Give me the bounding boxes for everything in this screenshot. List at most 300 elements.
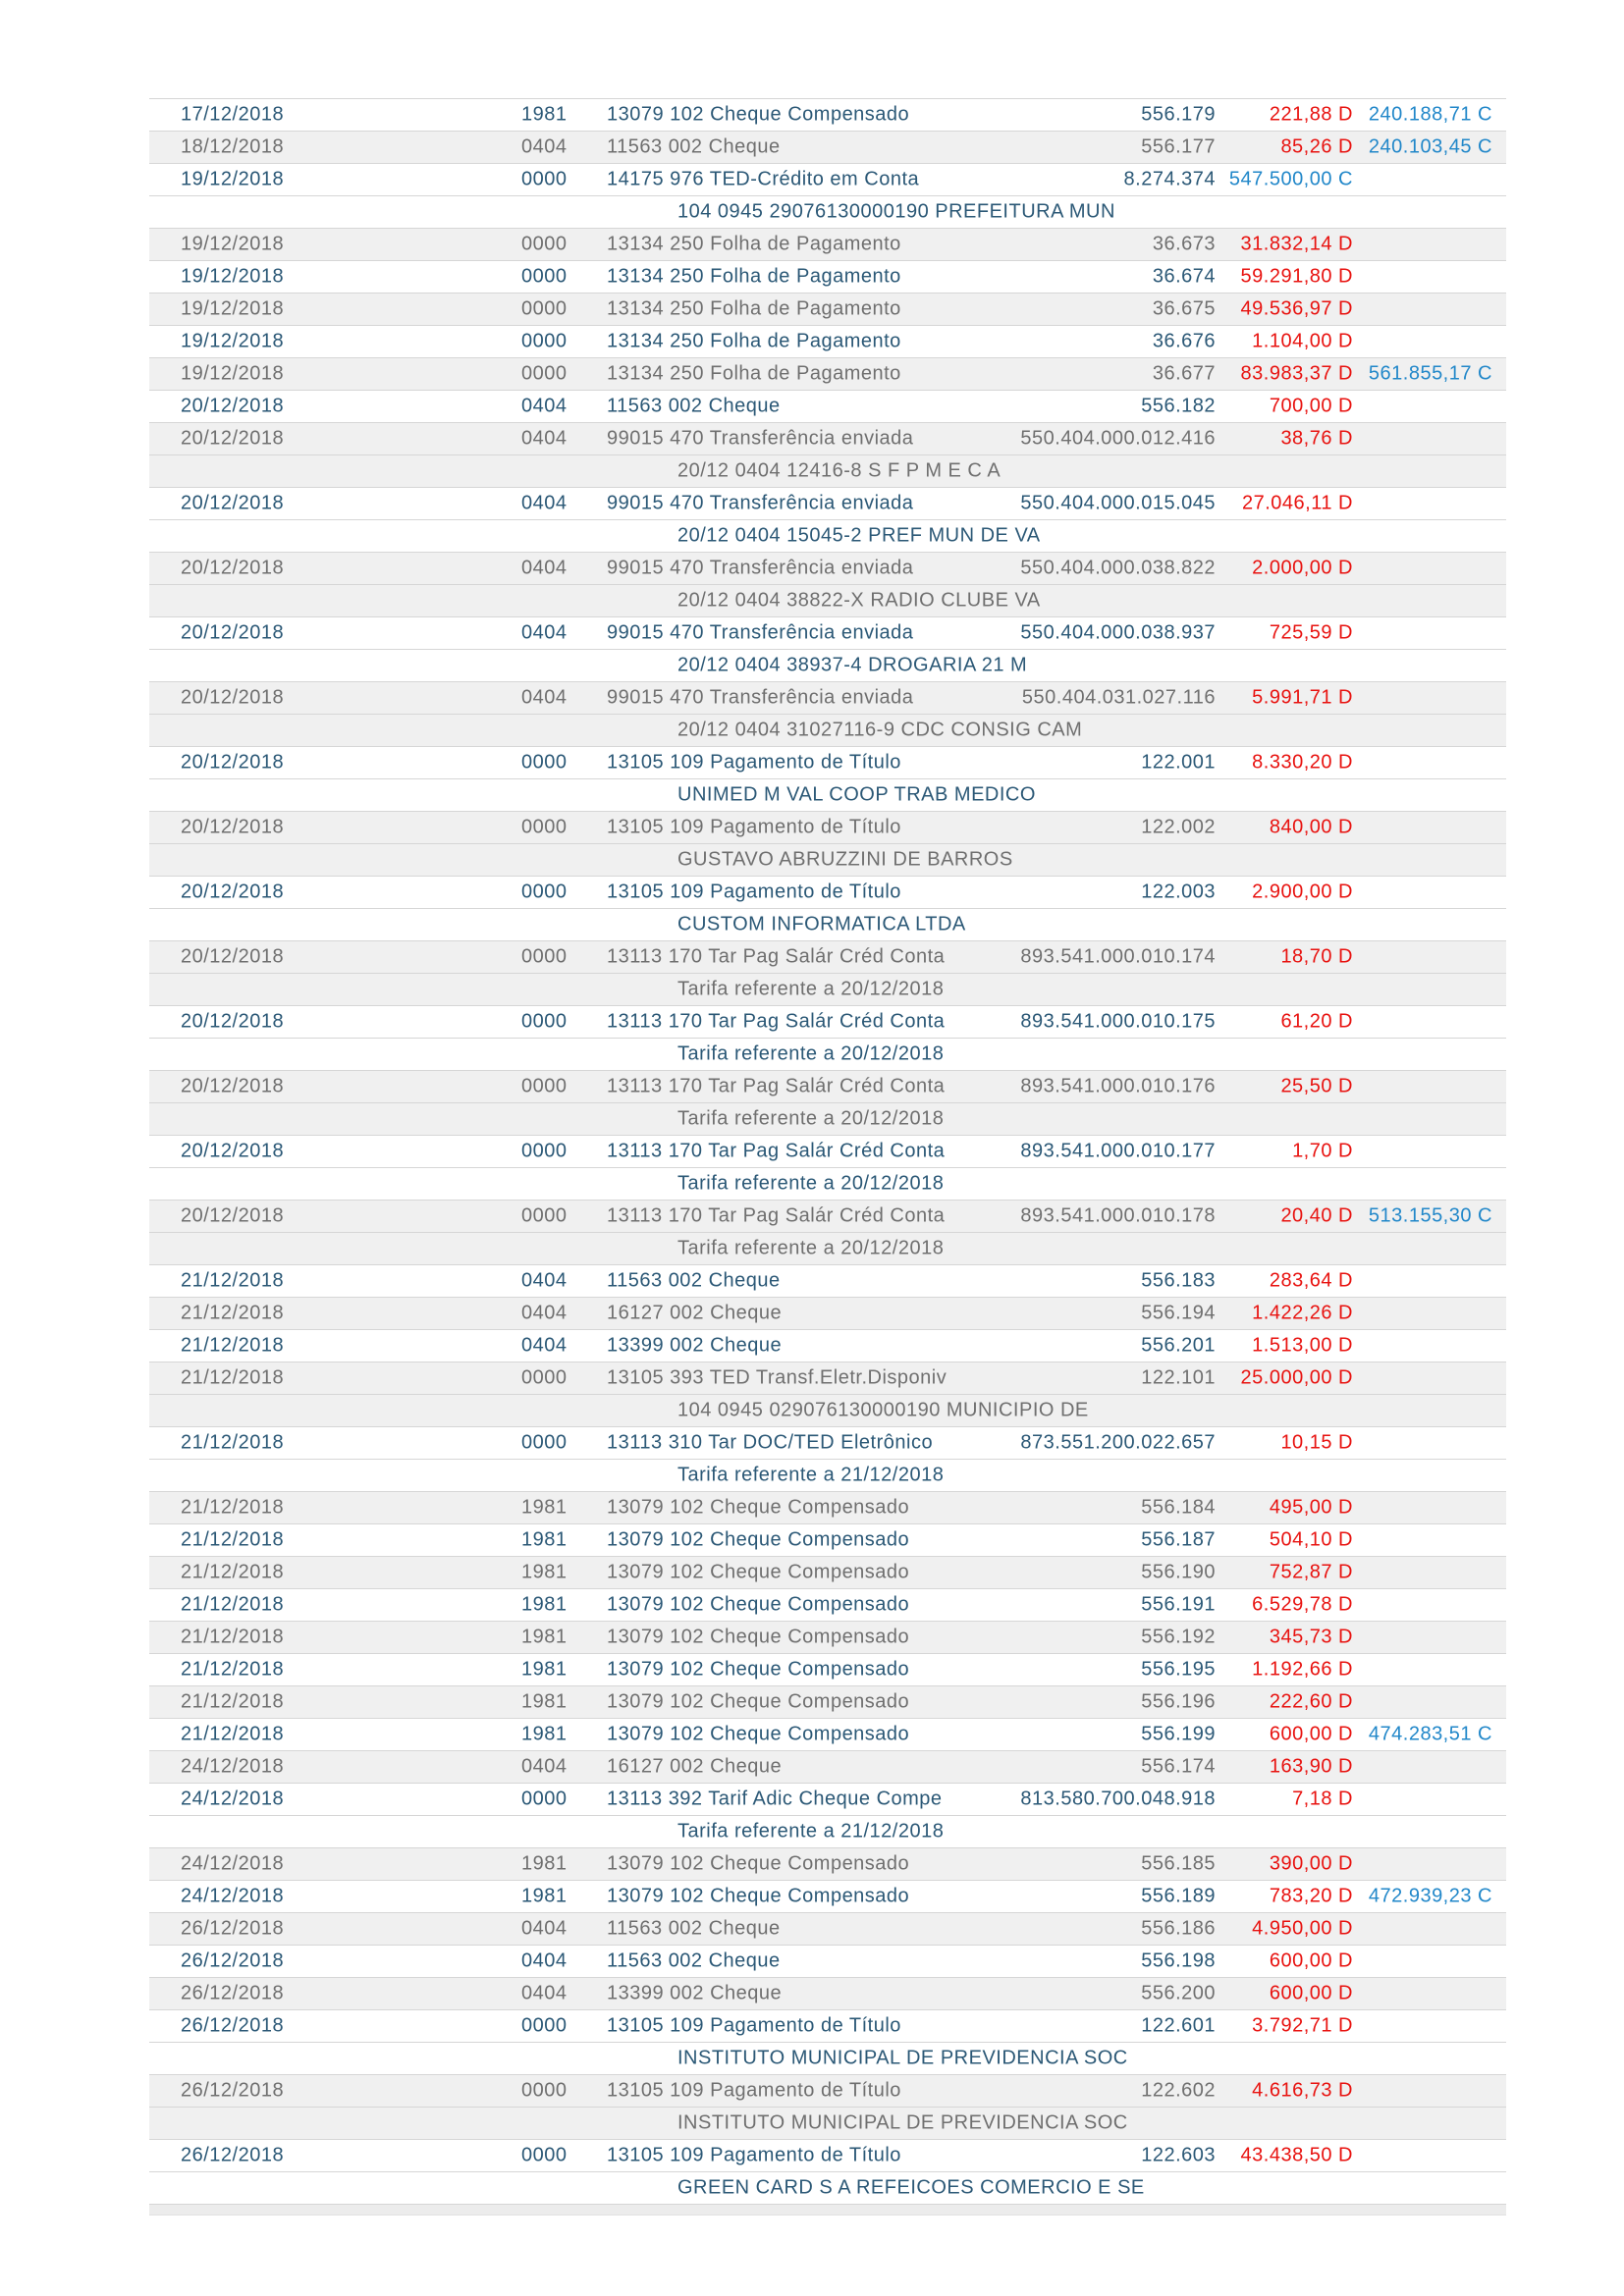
statement-row bbox=[149, 1136, 1506, 1168]
balance-cell: 472.939,23 C bbox=[1368, 1885, 1492, 1907]
statement-row bbox=[149, 1719, 1506, 1751]
amount-cell: 5.991,71 D bbox=[1252, 686, 1353, 709]
history-cell: 13105 109 Pagamento de Título bbox=[607, 881, 901, 903]
branch-cell: 0000 bbox=[521, 816, 568, 838]
statement-row bbox=[149, 391, 1506, 423]
date-cell: 20/12/2018 bbox=[181, 751, 285, 774]
history-cell: 13134 250 Folha de Pagamento bbox=[607, 233, 901, 255]
date-cell: 24/12/2018 bbox=[181, 1788, 285, 1810]
detail-cell: Tarifa referente a 20/12/2018 bbox=[677, 1237, 945, 1259]
branch-cell: 1981 bbox=[521, 1593, 568, 1616]
amount-cell: 43.438,50 D bbox=[1240, 2144, 1353, 2166]
branch-cell: 0000 bbox=[521, 1140, 568, 1162]
document-cell: 556.192 bbox=[1141, 1626, 1216, 1648]
date-cell: 20/12/2018 bbox=[181, 395, 285, 417]
statement-row bbox=[149, 1654, 1506, 1686]
date-cell: 21/12/2018 bbox=[181, 1334, 285, 1357]
amount-cell: 6.529,78 D bbox=[1252, 1593, 1353, 1616]
document-cell: 8.274.374 bbox=[1123, 168, 1216, 190]
document-cell: 122.603 bbox=[1141, 2144, 1216, 2166]
statement-row bbox=[149, 423, 1506, 455]
date-cell: 26/12/2018 bbox=[181, 2144, 285, 2166]
statement-detail-row bbox=[149, 1816, 1506, 1848]
date-cell: 24/12/2018 bbox=[181, 1852, 285, 1875]
amount-cell: 1.513,00 D bbox=[1252, 1334, 1353, 1357]
branch-cell: 0000 bbox=[521, 330, 568, 352]
detail-cell: UNIMED M VAL COOP TRAB MEDICO bbox=[677, 783, 1036, 806]
detail-cell: Tarifa referente a 21/12/2018 bbox=[677, 1820, 945, 1842]
amount-cell: 2.900,00 D bbox=[1252, 881, 1353, 903]
amount-cell: 31.832,14 D bbox=[1240, 233, 1353, 255]
amount-cell: 25.000,00 D bbox=[1240, 1366, 1353, 1389]
detail-cell: 104 0945 29076130000190 PREFEITURA MUN bbox=[677, 200, 1115, 223]
history-cell: 13105 109 Pagamento de Título bbox=[607, 2144, 901, 2166]
branch-cell: 0000 bbox=[521, 168, 568, 190]
document-cell: 122.101 bbox=[1141, 1366, 1216, 1389]
date-cell: 19/12/2018 bbox=[181, 168, 285, 190]
branch-cell: 0404 bbox=[521, 1334, 568, 1357]
document-cell: 550.404.000.012.416 bbox=[1020, 427, 1216, 450]
statement-row bbox=[149, 747, 1506, 779]
document-cell: 893.541.000.010.175 bbox=[1020, 1010, 1216, 1033]
history-cell: 11563 002 Cheque bbox=[607, 1269, 781, 1292]
branch-cell: 0404 bbox=[521, 1302, 568, 1324]
statement-row bbox=[149, 1265, 1506, 1298]
branch-cell: 0000 bbox=[521, 2079, 568, 2102]
document-cell: 122.001 bbox=[1141, 751, 1216, 774]
history-cell: 16127 002 Cheque bbox=[607, 1755, 783, 1778]
document-cell: 893.541.000.010.178 bbox=[1020, 1204, 1216, 1227]
document-cell: 122.002 bbox=[1141, 816, 1216, 838]
document-cell: 893.541.000.010.176 bbox=[1020, 1075, 1216, 1097]
date-cell: 21/12/2018 bbox=[181, 1690, 285, 1713]
date-cell: 20/12/2018 bbox=[181, 1204, 285, 1227]
statement-detail-row bbox=[149, 650, 1506, 682]
document-cell: 556.200 bbox=[1141, 1982, 1216, 2004]
statement-row bbox=[149, 294, 1506, 326]
date-cell: 21/12/2018 bbox=[181, 1431, 285, 1454]
history-cell: 13079 102 Cheque Compensado bbox=[607, 1690, 910, 1713]
history-cell: 13134 250 Folha de Pagamento bbox=[607, 265, 901, 288]
amount-cell: 38,76 D bbox=[1280, 427, 1353, 450]
date-cell: 20/12/2018 bbox=[181, 427, 285, 450]
amount-cell: 49.536,97 D bbox=[1240, 297, 1353, 320]
detail-cell: GREEN CARD S A REFEICOES COMERCIO E SE bbox=[677, 2176, 1145, 2199]
branch-cell: 0000 bbox=[521, 1075, 568, 1097]
statement-row bbox=[149, 1071, 1506, 1103]
statement-detail-row bbox=[149, 1039, 1506, 1071]
branch-cell: 1981 bbox=[521, 1690, 568, 1713]
amount-cell: 547.500,00 C bbox=[1228, 168, 1353, 190]
statement-detail-row bbox=[149, 1460, 1506, 1492]
document-cell: 556.185 bbox=[1141, 1852, 1216, 1875]
statement-detail-row bbox=[149, 196, 1506, 229]
branch-cell: 0000 bbox=[521, 1204, 568, 1227]
amount-cell: 725,59 D bbox=[1269, 621, 1353, 644]
statement-row bbox=[149, 1913, 1506, 1946]
statement-row bbox=[149, 1622, 1506, 1654]
amount-cell: 163,90 D bbox=[1269, 1755, 1353, 1778]
date-cell: 21/12/2018 bbox=[181, 1593, 285, 1616]
date-cell: 20/12/2018 bbox=[181, 1010, 285, 1033]
branch-cell: 1981 bbox=[521, 103, 568, 126]
statement-row bbox=[149, 1848, 1506, 1881]
statement-detail-row bbox=[149, 585, 1506, 617]
balance-cell: 474.283,51 C bbox=[1368, 1723, 1492, 1745]
statement-detail-row bbox=[149, 2172, 1506, 2205]
date-cell: 20/12/2018 bbox=[181, 557, 285, 579]
history-cell: 11563 002 Cheque bbox=[607, 1917, 781, 1940]
history-cell: 99015 470 Transferência enviada bbox=[607, 557, 914, 579]
history-cell: 13113 392 Tarif Adic Cheque Compe bbox=[607, 1788, 943, 1810]
detail-cell: INSTITUTO MUNICIPAL DE PREVIDENCIA SOC bbox=[677, 2111, 1128, 2134]
amount-cell: 600,00 D bbox=[1269, 1723, 1353, 1745]
date-cell: 26/12/2018 bbox=[181, 2079, 285, 2102]
statement-row bbox=[149, 617, 1506, 650]
document-cell: 36.674 bbox=[1152, 265, 1216, 288]
amount-cell: 1.104,00 D bbox=[1252, 330, 1353, 352]
history-cell: 13134 250 Folha de Pagamento bbox=[607, 297, 901, 320]
date-cell: 19/12/2018 bbox=[181, 362, 285, 385]
branch-cell: 0000 bbox=[521, 751, 568, 774]
amount-cell: 3.792,71 D bbox=[1252, 2014, 1353, 2037]
date-cell: 20/12/2018 bbox=[181, 881, 285, 903]
amount-cell: 20,40 D bbox=[1280, 1204, 1353, 1227]
amount-cell: 1.422,26 D bbox=[1252, 1302, 1353, 1324]
balance-cell: 561.855,17 C bbox=[1368, 362, 1492, 385]
date-cell: 26/12/2018 bbox=[181, 1949, 285, 1972]
branch-cell: 1981 bbox=[521, 1626, 568, 1648]
history-cell: 13134 250 Folha de Pagamento bbox=[607, 330, 901, 352]
date-cell: 26/12/2018 bbox=[181, 1982, 285, 2004]
branch-cell: 0404 bbox=[521, 557, 568, 579]
statement-row bbox=[149, 132, 1506, 164]
date-cell: 21/12/2018 bbox=[181, 1561, 285, 1583]
history-cell: 13079 102 Cheque Compensado bbox=[607, 1885, 910, 1907]
history-cell: 13105 109 Pagamento de Título bbox=[607, 2014, 901, 2037]
document-cell: 893.541.000.010.174 bbox=[1020, 945, 1216, 968]
statement-row bbox=[149, 1978, 1506, 2010]
history-cell: 13079 102 Cheque Compensado bbox=[607, 103, 910, 126]
document-cell: 550.404.000.038.822 bbox=[1020, 557, 1216, 579]
amount-cell: 61,20 D bbox=[1280, 1010, 1353, 1033]
history-cell: 13079 102 Cheque Compensado bbox=[607, 1658, 910, 1681]
history-cell: 14175 976 TED-Crédito em Conta bbox=[607, 168, 920, 190]
amount-cell: 2.000,00 D bbox=[1252, 557, 1353, 579]
document-cell: 550.404.031.027.116 bbox=[1021, 686, 1216, 709]
detail-cell: 20/12 0404 38937-4 DROGARIA 21 M bbox=[677, 654, 1028, 676]
amount-cell: 10,15 D bbox=[1280, 1431, 1353, 1454]
amount-cell: 222,60 D bbox=[1269, 1690, 1353, 1713]
detail-cell: Tarifa referente a 20/12/2018 bbox=[677, 978, 945, 1000]
history-cell: 99015 470 Transferência enviada bbox=[607, 427, 914, 450]
document-cell: 556.184 bbox=[1141, 1496, 1216, 1519]
date-cell: 18/12/2018 bbox=[181, 135, 285, 158]
date-cell: 21/12/2018 bbox=[181, 1723, 285, 1745]
document-cell: 556.190 bbox=[1141, 1561, 1216, 1583]
date-cell: 26/12/2018 bbox=[181, 1917, 285, 1940]
statement-detail-row bbox=[149, 455, 1506, 488]
document-cell: 556.183 bbox=[1141, 1269, 1216, 1292]
history-cell: 11563 002 Cheque bbox=[607, 135, 781, 158]
statement-detail-row bbox=[149, 974, 1506, 1006]
history-cell: 13134 250 Folha de Pagamento bbox=[607, 362, 901, 385]
date-cell: 20/12/2018 bbox=[181, 492, 285, 514]
history-cell: 13113 170 Tar Pag Salár Créd Conta bbox=[607, 1204, 946, 1227]
branch-cell: 0000 bbox=[521, 1431, 568, 1454]
branch-cell: 1981 bbox=[521, 1496, 568, 1519]
statement-row bbox=[149, 1686, 1506, 1719]
document-cell: 556.177 bbox=[1141, 135, 1216, 158]
branch-cell: 0404 bbox=[521, 1982, 568, 2004]
statement-row bbox=[149, 1427, 1506, 1460]
history-cell: 13105 109 Pagamento de Título bbox=[607, 816, 901, 838]
date-cell: 26/12/2018 bbox=[181, 2014, 285, 2037]
amount-cell: 85,26 D bbox=[1280, 135, 1353, 158]
branch-cell: 0404 bbox=[521, 135, 568, 158]
statement-row bbox=[149, 2140, 1506, 2172]
branch-cell: 0404 bbox=[521, 492, 568, 514]
branch-cell: 0404 bbox=[521, 1755, 568, 1778]
history-cell: 99015 470 Transferência enviada bbox=[607, 686, 914, 709]
detail-cell: INSTITUTO MUNICIPAL DE PREVIDENCIA SOC bbox=[677, 2047, 1128, 2069]
amount-cell: 700,00 D bbox=[1269, 395, 1353, 417]
document-cell: 556.196 bbox=[1141, 1690, 1216, 1713]
statement-detail-row bbox=[149, 520, 1506, 553]
branch-cell: 0000 bbox=[521, 945, 568, 968]
statement-detail-row bbox=[149, 844, 1506, 877]
date-cell: 17/12/2018 bbox=[181, 103, 285, 126]
document-cell: 556.201 bbox=[1141, 1334, 1216, 1357]
statement-detail-row bbox=[149, 909, 1506, 941]
history-cell: 13079 102 Cheque Compensado bbox=[607, 1626, 910, 1648]
branch-cell: 0000 bbox=[521, 881, 568, 903]
history-cell: 13079 102 Cheque Compensado bbox=[607, 1852, 910, 1875]
amount-cell: 221,88 D bbox=[1269, 103, 1353, 126]
history-cell: 13113 310 Tar DOC/TED Eletrônico bbox=[607, 1431, 934, 1454]
statement-row bbox=[149, 488, 1506, 520]
detail-cell: Tarifa referente a 21/12/2018 bbox=[677, 1464, 945, 1486]
document-cell: 550.404.000.015.045 bbox=[1020, 492, 1216, 514]
statement-row bbox=[149, 1524, 1506, 1557]
date-cell: 24/12/2018 bbox=[181, 1885, 285, 1907]
document-cell: 550.404.000.038.937 bbox=[1020, 621, 1216, 644]
history-cell: 13079 102 Cheque Compensado bbox=[607, 1723, 910, 1745]
branch-cell: 0000 bbox=[521, 1788, 568, 1810]
branch-cell: 0404 bbox=[521, 1917, 568, 1940]
document-cell: 556.179 bbox=[1141, 103, 1216, 126]
branch-cell: 0404 bbox=[521, 395, 568, 417]
document-cell: 556.174 bbox=[1141, 1755, 1216, 1778]
history-cell: 11563 002 Cheque bbox=[607, 1949, 781, 1972]
history-cell: 13113 170 Tar Pag Salár Créd Conta bbox=[607, 1075, 946, 1097]
statement-row bbox=[149, 1589, 1506, 1622]
statement-detail-row bbox=[149, 2108, 1506, 2140]
branch-cell: 1981 bbox=[521, 1658, 568, 1681]
history-cell: 13105 109 Pagamento de Título bbox=[607, 751, 901, 774]
date-cell: 24/12/2018 bbox=[181, 1755, 285, 1778]
balance-cell: 513.155,30 C bbox=[1368, 1204, 1492, 1227]
detail-cell: CUSTOM INFORMATICA LTDA bbox=[677, 913, 966, 935]
amount-cell: 390,00 D bbox=[1269, 1852, 1353, 1875]
document-cell: 122.003 bbox=[1141, 881, 1216, 903]
document-cell: 556.198 bbox=[1141, 1949, 1216, 1972]
amount-cell: 18,70 D bbox=[1280, 945, 1353, 968]
branch-cell: 0000 bbox=[521, 1010, 568, 1033]
history-cell: 13113 170 Tar Pag Salár Créd Conta bbox=[607, 1140, 946, 1162]
amount-cell: 752,87 D bbox=[1269, 1561, 1353, 1583]
date-cell: 21/12/2018 bbox=[181, 1658, 285, 1681]
history-cell: 99015 470 Transferência enviada bbox=[607, 492, 914, 514]
branch-cell: 1981 bbox=[521, 1885, 568, 1907]
detail-cell: Tarifa referente a 20/12/2018 bbox=[677, 1042, 945, 1065]
statement-row bbox=[149, 1330, 1506, 1362]
document-cell: 556.186 bbox=[1141, 1917, 1216, 1940]
date-cell: 20/12/2018 bbox=[181, 686, 285, 709]
balance-cell: 240.103,45 C bbox=[1368, 135, 1492, 158]
amount-cell: 495,00 D bbox=[1269, 1496, 1353, 1519]
document-cell: 556.182 bbox=[1141, 395, 1216, 417]
document-cell: 122.602 bbox=[1141, 2079, 1216, 2102]
amount-cell: 345,73 D bbox=[1269, 1626, 1353, 1648]
statement-row bbox=[149, 2010, 1506, 2043]
statement-detail-row bbox=[149, 1103, 1506, 1136]
date-cell: 21/12/2018 bbox=[181, 1366, 285, 1389]
statement-detail-row bbox=[149, 715, 1506, 747]
branch-cell: 0404 bbox=[521, 686, 568, 709]
document-cell: 556.187 bbox=[1141, 1528, 1216, 1551]
document-cell: 36.676 bbox=[1152, 330, 1216, 352]
document-cell: 893.541.000.010.177 bbox=[1020, 1140, 1216, 1162]
statement-row bbox=[149, 261, 1506, 294]
statement-row bbox=[149, 1362, 1506, 1395]
branch-cell: 0000 bbox=[521, 2144, 568, 2166]
date-cell: 20/12/2018 bbox=[181, 945, 285, 968]
document-cell: 36.673 bbox=[1152, 233, 1216, 255]
statement-row bbox=[149, 682, 1506, 715]
statement-detail-row bbox=[149, 779, 1506, 812]
detail-cell: 20/12 0404 38822-X RADIO CLUBE VA bbox=[677, 589, 1041, 612]
document-cell: 813.580.700.048.918 bbox=[1020, 1788, 1216, 1810]
branch-cell: 1981 bbox=[521, 1723, 568, 1745]
statement-row bbox=[149, 941, 1506, 974]
statement-row bbox=[149, 1201, 1506, 1233]
history-cell: 13079 102 Cheque Compensado bbox=[607, 1593, 910, 1616]
date-cell: 21/12/2018 bbox=[181, 1302, 285, 1324]
branch-cell: 1981 bbox=[521, 1852, 568, 1875]
detail-cell: 104 0945 029076130000190 MUNICIPIO DE bbox=[677, 1399, 1089, 1421]
amount-cell: 27.046,11 D bbox=[1242, 492, 1353, 514]
statement-row bbox=[149, 326, 1506, 358]
date-cell: 19/12/2018 bbox=[181, 330, 285, 352]
document-cell: 556.189 bbox=[1141, 1885, 1216, 1907]
statement-row bbox=[149, 1784, 1506, 1816]
history-cell: 13399 002 Cheque bbox=[607, 1982, 783, 2004]
date-cell: 21/12/2018 bbox=[181, 1269, 285, 1292]
statement-row bbox=[149, 812, 1506, 844]
amount-cell: 1,70 D bbox=[1292, 1140, 1353, 1162]
document-cell: 556.191 bbox=[1141, 1593, 1216, 1616]
detail-cell: 20/12 0404 31027116-9 CDC CONSIG CAM bbox=[677, 719, 1083, 741]
amount-cell: 25,50 D bbox=[1280, 1075, 1353, 1097]
balance-cell: 240.188,71 C bbox=[1368, 103, 1492, 126]
detail-cell: GUSTAVO ABRUZZINI DE BARROS bbox=[677, 848, 1013, 871]
date-cell: 19/12/2018 bbox=[181, 297, 285, 320]
date-cell: 21/12/2018 bbox=[181, 1496, 285, 1519]
statement-row bbox=[149, 1557, 1506, 1589]
branch-cell: 0000 bbox=[521, 1366, 568, 1389]
history-cell: 13079 102 Cheque Compensado bbox=[607, 1528, 910, 1551]
branch-cell: 0000 bbox=[521, 362, 568, 385]
amount-cell: 783,20 D bbox=[1269, 1885, 1353, 1907]
branch-cell: 0000 bbox=[521, 297, 568, 320]
history-cell: 13113 170 Tar Pag Salár Créd Conta bbox=[607, 945, 946, 968]
statement-detail-row bbox=[149, 2043, 1506, 2075]
amount-cell: 8.330,20 D bbox=[1252, 751, 1353, 774]
detail-cell: Tarifa referente a 20/12/2018 bbox=[677, 1172, 945, 1195]
branch-cell: 0404 bbox=[521, 1269, 568, 1292]
date-cell: 20/12/2018 bbox=[181, 816, 285, 838]
bank-statement-table bbox=[149, 98, 1506, 2216]
document-cell: 36.677 bbox=[1152, 362, 1216, 385]
document-cell: 873.551.200.022.657 bbox=[1020, 1431, 1216, 1454]
branch-cell: 0000 bbox=[521, 265, 568, 288]
amount-cell: 4.950,00 D bbox=[1252, 1917, 1353, 1940]
history-cell: 13079 102 Cheque Compensado bbox=[607, 1561, 910, 1583]
statement-row bbox=[149, 229, 1506, 261]
statement-row bbox=[149, 1881, 1506, 1913]
date-cell: 19/12/2018 bbox=[181, 265, 285, 288]
history-cell: 16127 002 Cheque bbox=[607, 1302, 783, 1324]
document-cell: 556.195 bbox=[1141, 1658, 1216, 1681]
amount-cell: 840,00 D bbox=[1269, 816, 1353, 838]
statement-row bbox=[149, 99, 1506, 132]
amount-cell: 83.983,37 D bbox=[1240, 362, 1353, 385]
document-cell: 556.199 bbox=[1141, 1723, 1216, 1745]
date-cell: 19/12/2018 bbox=[181, 233, 285, 255]
date-cell: 21/12/2018 bbox=[181, 1626, 285, 1648]
amount-cell: 600,00 D bbox=[1269, 1949, 1353, 1972]
statement-row bbox=[149, 358, 1506, 391]
statement-detail-row bbox=[149, 1233, 1506, 1265]
amount-cell: 1.192,66 D bbox=[1252, 1658, 1353, 1681]
statement-row bbox=[149, 2075, 1506, 2108]
branch-cell: 0404 bbox=[521, 621, 568, 644]
detail-cell: 20/12 0404 12416-8 S F P M E C A bbox=[677, 459, 1001, 482]
branch-cell: 0000 bbox=[521, 2014, 568, 2037]
next-row-fragment bbox=[149, 2205, 1506, 2216]
detail-cell: Tarifa referente a 20/12/2018 bbox=[677, 1107, 945, 1130]
history-cell: 99015 470 Transferência enviada bbox=[607, 621, 914, 644]
amount-cell: 7,18 D bbox=[1292, 1788, 1353, 1810]
statement-row bbox=[149, 1946, 1506, 1978]
document-cell: 556.194 bbox=[1141, 1302, 1216, 1324]
date-cell: 20/12/2018 bbox=[181, 1140, 285, 1162]
statement-row bbox=[149, 1751, 1506, 1784]
statement-row bbox=[149, 877, 1506, 909]
amount-cell: 4.616,73 D bbox=[1252, 2079, 1353, 2102]
history-cell: 13113 170 Tar Pag Salár Créd Conta bbox=[607, 1010, 946, 1033]
history-cell: 11563 002 Cheque bbox=[607, 395, 781, 417]
date-cell: 20/12/2018 bbox=[181, 621, 285, 644]
date-cell: 21/12/2018 bbox=[181, 1528, 285, 1551]
statement-detail-row bbox=[149, 1395, 1506, 1427]
document-cell: 36.675 bbox=[1152, 297, 1216, 320]
branch-cell: 1981 bbox=[521, 1528, 568, 1551]
amount-cell: 504,10 D bbox=[1269, 1528, 1353, 1551]
statement-row bbox=[149, 553, 1506, 585]
statement-row bbox=[149, 1492, 1506, 1524]
